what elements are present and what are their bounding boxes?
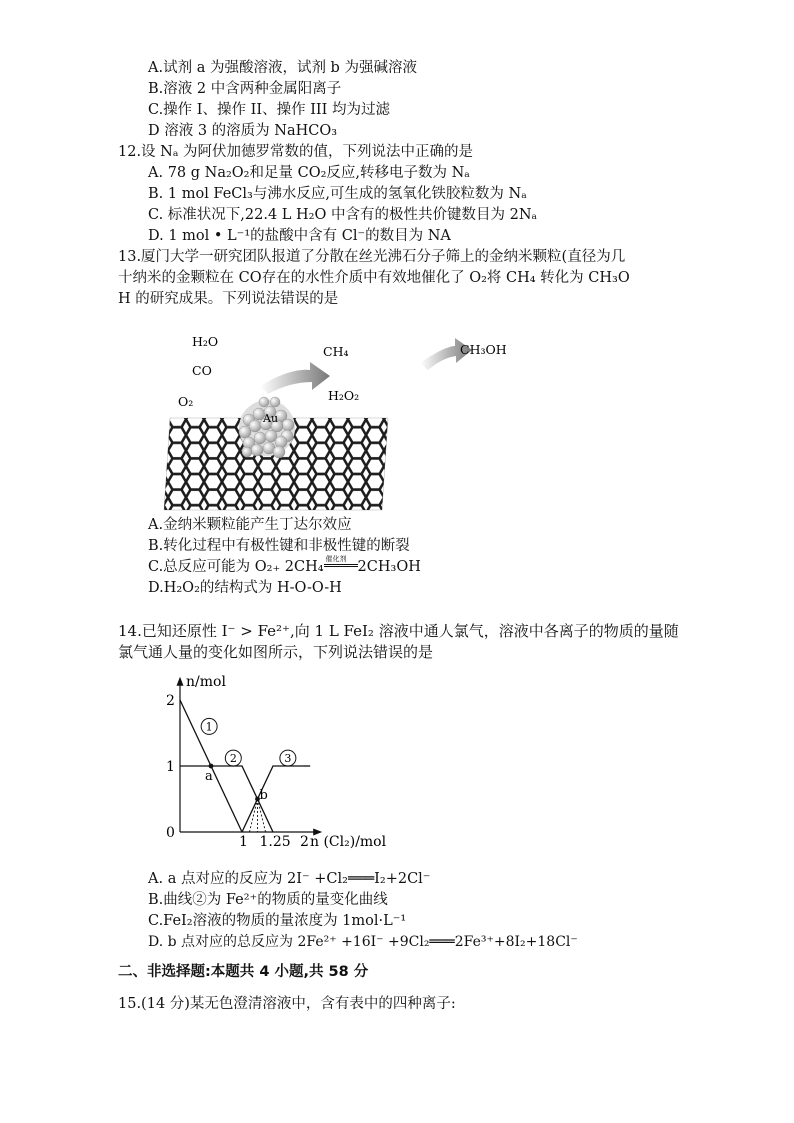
x-tick-label: 2	[300, 834, 309, 850]
q14-stem-line2: 氯气通人量的变化如图所示，下列说法错误的是	[118, 643, 434, 661]
q13-option-c	[148, 557, 421, 577]
y-tick-label: 2	[166, 693, 175, 709]
q11-option-c: C.操作 I、操作 II、操作 III 均为过滤	[148, 102, 390, 118]
q12-option-a: A. 78 g Na₂O₂和足量 CO₂反应,转移电子数为 Nₐ	[148, 165, 470, 181]
q13-stem-line1: 13.厦门大学一研究团队报道了分散在丝光沸石分子筛上的金纳米颗粒(直径为几	[118, 249, 626, 265]
q13-option-a: A.金纳米颗粒能产生丁达尔效应	[148, 517, 352, 533]
guide-line	[258, 799, 266, 832]
series-line	[242, 766, 304, 832]
q14-option-c: C.FeI₂溶液的物质的量浓度为 1mol·L⁻¹	[148, 913, 407, 929]
o2-label: O₂	[178, 394, 194, 409]
y-axis-arrow-icon	[177, 677, 184, 686]
x-axis-label: n (Cl₂)/mol	[310, 834, 387, 850]
y-tick-label: 1	[166, 759, 175, 775]
h2o2-label: H₂O₂	[328, 388, 360, 403]
q14-option-d: D. b 点对应的总反应为 2Fe²⁺ +16I⁻ +9Cl₂═══2Fe³⁺+8I₂+18Cl⁻	[148, 934, 578, 950]
au-label: Au	[263, 412, 279, 425]
co-label: CO	[192, 363, 212, 378]
q11-option-d: D 溶液 3 的溶质为 NaHCO₃	[148, 123, 338, 139]
q13-option-d: D.H₂O₂的结构式为 H-O-O-H	[148, 580, 342, 596]
ch3oh-label: CH₃OH	[460, 342, 507, 357]
reaction-arrow	[324, 555, 358, 571]
q13-option-b: B.转化过程中有极性键和非极性键的断裂	[148, 538, 410, 554]
h2o-label: H₂O	[192, 334, 219, 349]
gold-nanoparticle-figure	[150, 318, 550, 513]
q12-option-d: D. 1 mol • L⁻¹的盐酸中含有 Cl⁻的数目为 NA	[148, 228, 451, 244]
guide-line	[249, 799, 257, 832]
x-tick-label: 1.25	[259, 834, 291, 850]
q12-stem: 12.设 Nₐ 为阿伏加德罗常数的值，下列说法中正确的是	[118, 144, 474, 160]
q14-option-a: A. a 点对应的反应为 2I⁻ +Cl₂═══I₂+2Cl⁻	[148, 871, 431, 887]
q15-stem: 15.(14 分)某无色澄清溶液中，含有表中的四种离子:	[118, 996, 456, 1012]
section-title: 二、非选择题:本题共 4 小题,共 58 分	[118, 964, 369, 980]
q14-stem-line1: 14.已知还原性 I⁻ > Fe²⁺,向 1 L FeI₂ 溶液中通人氯气，溶液中各离子的物质的量随	[118, 622, 679, 640]
q13-stem-line3: H 的研究成果。下列说法错误的是	[118, 291, 339, 307]
q12-option-c: C. 标准状况下,22.4 L H₂O 中含有的极性共价键数目为 2Nₐ	[148, 207, 538, 223]
q11-option-b: B.溶液 2 中含两种金属阳离子	[148, 81, 342, 97]
arrow-icon	[260, 362, 330, 394]
point-label: a	[205, 769, 213, 784]
y-tick-label: 0	[166, 825, 175, 841]
series-label: 2	[229, 752, 237, 766]
q13-stem-line2: 十纳米的金颗粒在 CO存在的水性介质中有效地催化了 O₂将 CH₄ 转化为 CH₃O	[118, 270, 630, 286]
series-label: 1	[205, 720, 213, 734]
data-point	[209, 764, 214, 769]
q13-option-c-product: 2CH₃OH	[357, 559, 421, 575]
series-label: 3	[284, 752, 292, 766]
y-axis-label: n/mol	[186, 673, 226, 690]
q14-option-b: B.曲线②为 Fe²⁺的物质的量变化曲线	[148, 892, 388, 908]
q13-option-c-text: C.总反应可能为 O₂₊ 2CH₄	[148, 559, 324, 575]
ch4-label: CH₄	[323, 344, 349, 359]
ion-amount-chart	[150, 672, 400, 862]
point-label: b	[259, 788, 268, 803]
catalyst-label: 催化剂	[325, 555, 347, 563]
q12-option-b: B. 1 mol FeCl₃与沸水反应,可生成的氢氧化铁胶粒数为 Nₐ	[148, 186, 527, 202]
q11-option-a: A.试剂 a 为强酸溶液，试剂 b 为强碱溶液	[148, 60, 417, 76]
x-tick-label: 1	[239, 834, 248, 850]
